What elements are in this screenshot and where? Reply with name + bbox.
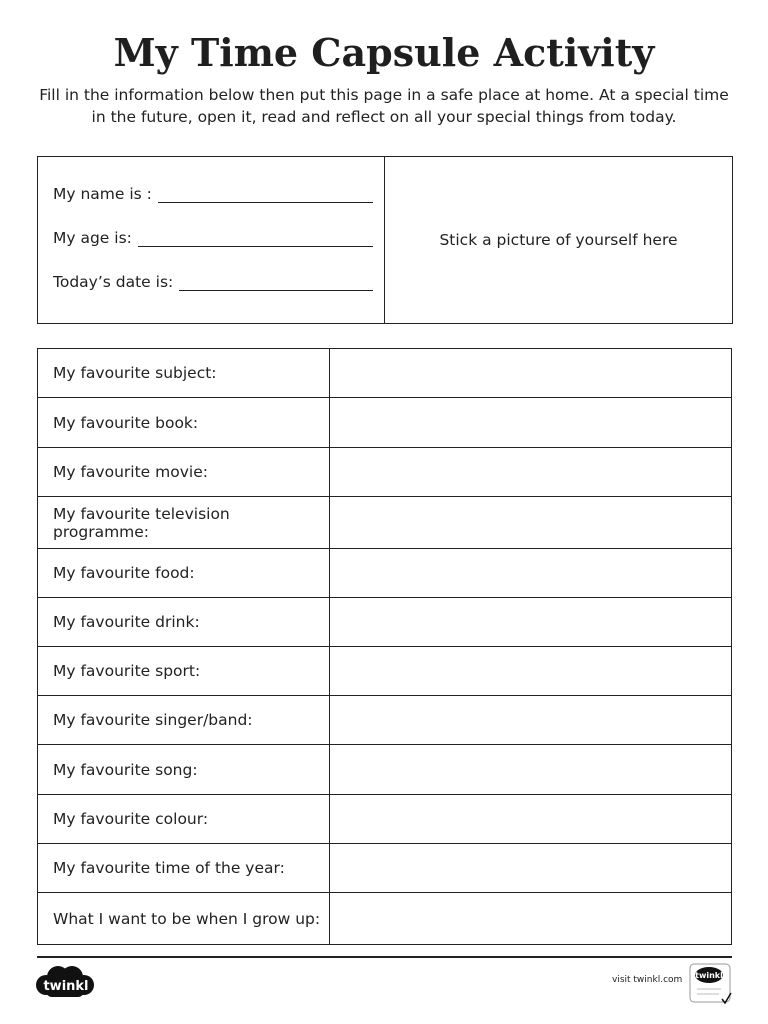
table-row bbox=[38, 844, 732, 893]
table-row bbox=[38, 696, 732, 745]
favourite-label: My favourite food: bbox=[38, 549, 330, 598]
picture-area[interactable] bbox=[385, 157, 732, 323]
table-row bbox=[38, 349, 732, 398]
favourite-label: My favourite time of the year: bbox=[38, 844, 330, 893]
favourite-label: My favourite colour: bbox=[38, 795, 330, 844]
table-row bbox=[38, 893, 732, 945]
favourite-label: My favourite drink: bbox=[38, 598, 330, 647]
favourite-label: What I want to be when I grow up: bbox=[38, 893, 330, 945]
favourite-answer-cell[interactable] bbox=[330, 448, 732, 497]
table-row bbox=[38, 398, 732, 448]
favourite-label: My favourite book: bbox=[38, 398, 330, 448]
favourite-answer-cell[interactable] bbox=[330, 549, 732, 598]
favourite-answer-cell[interactable] bbox=[330, 398, 732, 448]
name-label: My name is : bbox=[53, 185, 152, 203]
favourite-label: My favourite movie: bbox=[38, 448, 330, 497]
date-label: Today’s date is: bbox=[53, 273, 174, 291]
table-row bbox=[38, 497, 732, 549]
favourite-answer-cell[interactable] bbox=[330, 893, 732, 945]
favourite-answer-cell[interactable] bbox=[330, 497, 732, 549]
date-blank-line[interactable] bbox=[179, 274, 373, 291]
table-row bbox=[38, 795, 732, 844]
date-field[interactable] bbox=[53, 273, 373, 291]
favourite-answer-cell[interactable] bbox=[330, 696, 732, 745]
visit-website-text: visit twinkl.com bbox=[612, 975, 683, 985]
favourite-answer-cell[interactable] bbox=[330, 844, 732, 893]
favourite-answer-cell[interactable] bbox=[330, 598, 732, 647]
table-row bbox=[38, 448, 732, 497]
instructions-text: Fill in the information below then put this page in a safe place at home. At a special time in the future, open it, read and reflect on all your special things from today. bbox=[39, 86, 729, 126]
logo-text: twinkl bbox=[43, 979, 89, 994]
favourites-table bbox=[37, 348, 732, 945]
age-blank-line[interactable] bbox=[138, 230, 373, 247]
picture-instruction: Stick a picture of yourself here bbox=[439, 231, 678, 249]
favourite-answer-cell[interactable] bbox=[330, 795, 732, 844]
age-field[interactable] bbox=[53, 229, 373, 247]
quality-badge bbox=[689, 963, 733, 1005]
favourite-label: My favourite television programme: bbox=[38, 497, 330, 549]
personal-info-box bbox=[37, 156, 733, 324]
favourite-label: My favourite singer/band: bbox=[38, 696, 330, 745]
badge-text: twinkl bbox=[695, 971, 723, 980]
table-row bbox=[38, 598, 732, 647]
name-field[interactable] bbox=[53, 185, 373, 203]
favourite-answer-cell[interactable] bbox=[330, 647, 732, 696]
table-row bbox=[38, 549, 732, 598]
favourite-answer-cell[interactable] bbox=[330, 745, 732, 795]
table-row bbox=[38, 647, 732, 696]
twinkl-logo bbox=[36, 965, 96, 999]
favourite-label: My favourite subject: bbox=[38, 349, 330, 398]
favourite-answer-cell[interactable] bbox=[330, 349, 732, 398]
personal-details-panel bbox=[38, 157, 385, 323]
favourite-label: My favourite sport: bbox=[38, 647, 330, 696]
footer-divider bbox=[37, 956, 732, 958]
age-label: My age is: bbox=[53, 229, 132, 247]
favourite-label: My favourite song: bbox=[38, 745, 330, 795]
page-title: My Time Capsule Activity bbox=[113, 30, 655, 75]
table-row bbox=[38, 745, 732, 795]
name-blank-line[interactable] bbox=[158, 186, 373, 203]
